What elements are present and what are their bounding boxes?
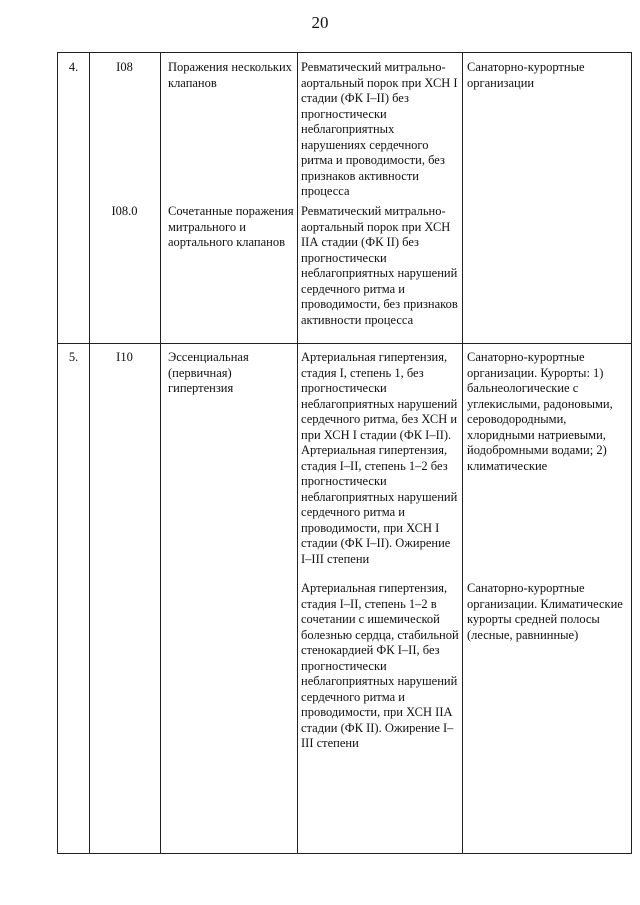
indications-table — [57, 52, 632, 854]
column-divider — [297, 53, 298, 853]
icd-code: I08 — [116, 60, 133, 74]
resort-organization: Санаторно-курортные организации. Климатические курорты средней полосы (лесные, равнинные) — [467, 581, 623, 642]
disease-name: Эссенциальная (первичная) гипертензия — [168, 350, 249, 395]
row-divider — [58, 343, 631, 344]
resort-organization: Санаторно-курортные организации — [467, 60, 585, 90]
condition-description: Ревматический митрально-аортальный порок при ХСН I стадии (ФК I–II) без прогностически неблагоприятных нарушениях сердечного ритма и проводимости, без признаков активности процесса — [301, 60, 458, 198]
row-number: 4. — [68, 60, 79, 74]
column-divider — [462, 53, 463, 853]
disease-name: Поражения нескольких клапанов — [168, 60, 292, 90]
row-number: 5. — [68, 350, 79, 364]
disease-name: Сочетанные поражения митрального и аортального клапанов — [168, 204, 294, 249]
column-divider — [160, 53, 161, 853]
icd-code: I08.0 — [111, 204, 138, 218]
resort-organization: Санаторно-курортные организации. Курорты: 1) бальнеологические с углекислыми, радоновыми, сероводородными, хлоридными натриевыми, йодобромными водами; 2) климатические — [467, 350, 613, 473]
page-number: 20 — [311, 13, 329, 32]
condition-description: Ревматический митрально-аортальный порок при ХСН IIА стадии (ФК II) без прогностически неблагоприятных нарушений сердечного ритма и проводимости, без признаков активности процесса — [301, 204, 458, 327]
icd-code: I10 — [116, 350, 133, 364]
column-divider — [89, 53, 90, 853]
condition-description: Артериальная гипертензия, стадия I–II, степень 1–2 в сочетании с ишемической болезнью сердца, стабильной стенокардией ФК I–II, без прогностически неблагоприятных нарушений сердечного ритма и проводимости, при ХСН IIА стадии (ФК II). Ожирение I–III степени — [301, 581, 459, 750]
condition-description: Артериальная гипертензия, стадия I, степень 1, без прогностически неблагоприятных нарушений сердечного ритма, без ХСН и при ХСН I стадии (ФК I–II). Артериальная гипертензия, стадия I–II, степень 1–2 без прогностически неблагоприятных нарушений сердечного ритма и проводимости, при ХСН I стадии (ФК I–II). Ожирение I–III степени — [301, 350, 458, 566]
